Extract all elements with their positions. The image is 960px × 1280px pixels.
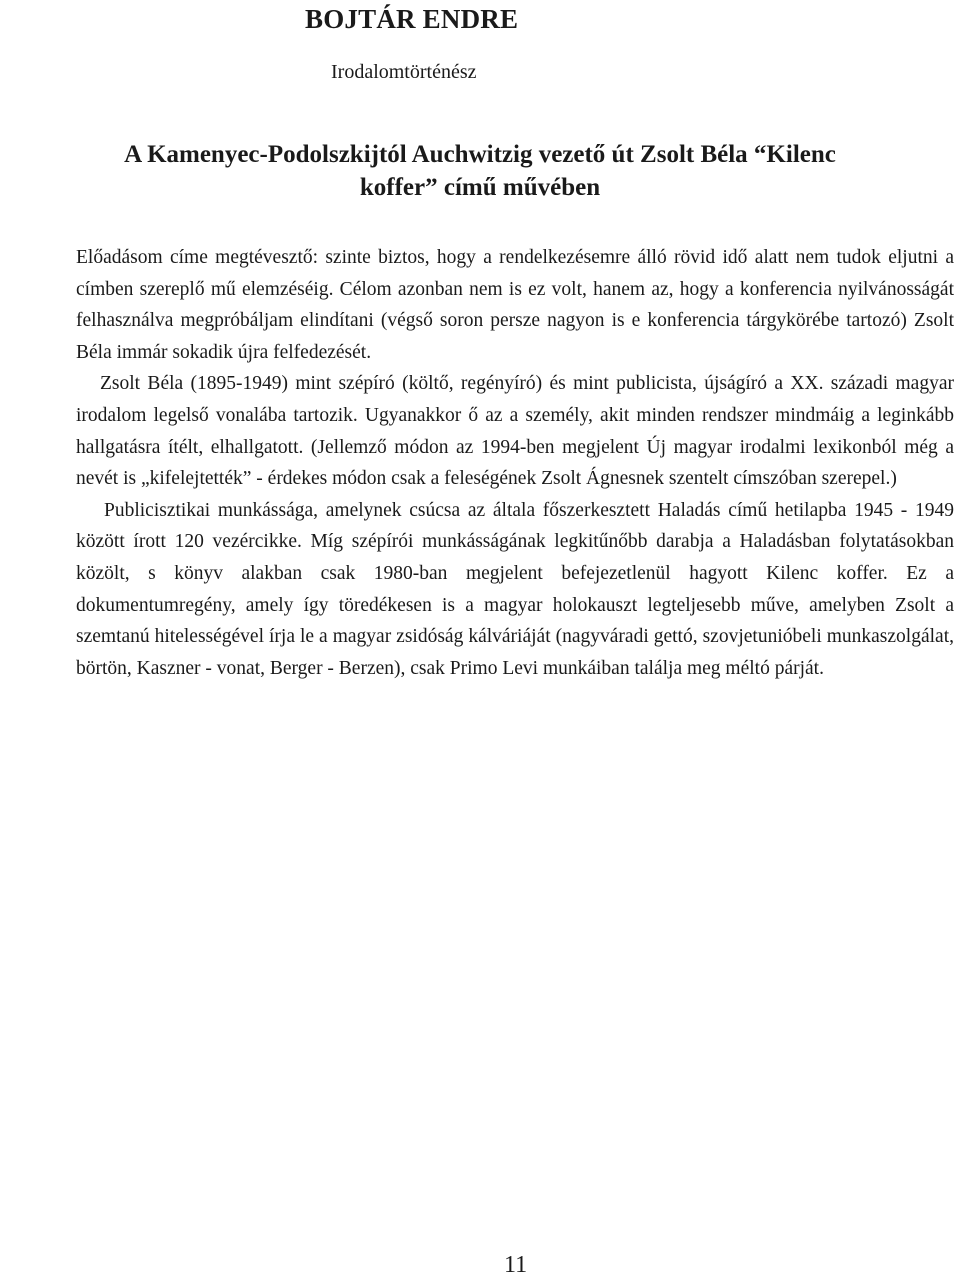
article-body	[76, 242, 954, 684]
article-title-line-1: A Kamenyec-Podolszkijtól Auchwitzig vezető út Zsolt Béla “Kilenc	[124, 141, 836, 168]
article-title-line-2: koffer” című művében	[359, 174, 601, 201]
paragraph-biography: Zsolt Béla (1895-1949) mint szépíró (költő, regényíró) és mint publicista, újságíró a XX. századi magyar irodalom legelső vonalába tartozik. Ugyanakkor ő az a személy, akit minden rendszer mindmáig a leginkább hallgatásra ítélt, elhallgatott. (Jellemző módon az 1994-ben megjelent Új magyar irodalmi lexikonból még a nevét is „kifelejtették” - érdekes módon csak a feleségének Zsolt Ágnesnek szentelt címszóban szerepel.)	[76, 373, 954, 490]
paragraph-intro: Előadásom címe megtévesztő: szinte biztos, hogy a rendelkezésemre álló rövid idő alatt nem tudok eljutni a címben szereplő mű elemzéséig. Célom azonban nem is ez volt, hanem az, hogy a konferencia nyilvánosságát felhasználva megpróbáljam elindítani (végső soron persze nagyon is e konferencia tárgykörébe tartozó) Zsolt Béla immár sokadik újra felfedezését.	[76, 247, 954, 363]
page-number: 11	[504, 1252, 528, 1278]
author-profession: Irodalomtörténész	[331, 61, 477, 83]
author-name: BOJTÁR ENDRE	[305, 4, 519, 34]
article-title	[0, 138, 960, 204]
paragraph-publicistics: Publicisztikai munkássága, amelynek csúcsa az általa főszerkesztett Haladás című hetilapba 1945 - 1949 között írott 120 vezércikke. Míg szépírói munkásságának legkitűnőbb darabja a Haladásban folytatásokban közölt, s könyv alakban csak 1980-ban megjelent befejezetlenül hagyott Kilenc koffer. Ez a dokumentumregény, amely így töredékesen is a magyar holokauszt legteljesebb műve, amelyben Zsolt a szemtanú hitelességével írja le a magyar zsidóság kálváriáját (nagyváradi gettó, szovjetunióbeli munkaszolgálat, börtön, Kaszner - vonat, Berger - Berzen), csak Primo Levi munkáiban találja meg méltó párját.	[76, 499, 954, 679]
